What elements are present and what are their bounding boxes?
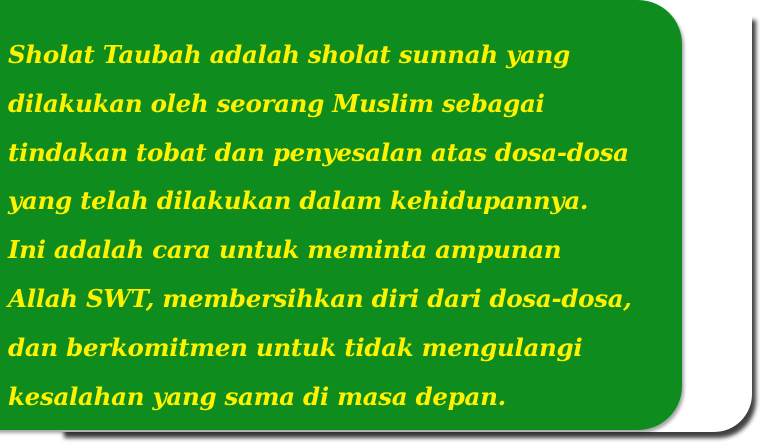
- text-line-2: dilakukan oleh seorang Muslim sebagai: [8, 88, 545, 118]
- text-line-6: Allah SWT, membersihkan diri dari dosa-dosa,: [8, 283, 632, 313]
- text-line-7: dan berkomitmen untuk tidak mengulangi: [8, 332, 583, 362]
- text-line-8: kesalahan yang sama di masa depan.: [8, 381, 506, 411]
- card-text: [8, 31, 673, 421]
- text-line-3: tindakan tobat dan penyesalan atas dosa-dosa: [8, 137, 629, 167]
- text-line-1: Sholat Taubah adalah sholat sunnah yang: [8, 40, 570, 69]
- text-line-4: yang telah dilakukan dalam kehidupannya.: [8, 186, 589, 216]
- text-line-5: Ini adalah cara untuk meminta ampunan: [8, 235, 562, 265]
